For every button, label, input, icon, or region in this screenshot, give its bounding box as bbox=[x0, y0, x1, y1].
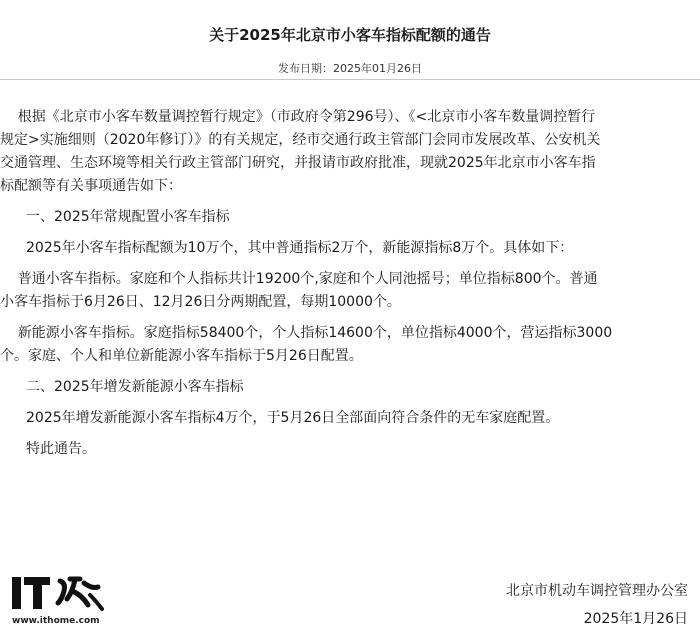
signature-date: 2025年1月26日 bbox=[583, 611, 688, 627]
paragraph-line: 新能源小客车指标。家庭指标58400个，个人指标14600个，单位指标4000个，营运指标3000 bbox=[0, 325, 613, 341]
notice-paragraph bbox=[0, 206, 700, 229]
ithome-watermark-logo bbox=[10, 573, 110, 633]
paragraph-line: 根据《北京市小客车数量调控暂行规定》（市政府令第296号）、《<北京市小客车数量调控暂行 bbox=[0, 109, 596, 125]
paragraph-line: 2025年小客车指标配额为10万个，其中普通指标2万个，新能源指标8万个。具体如下： bbox=[26, 240, 574, 256]
notice-title: 关于2025年北京市小客车指标配额的通告 bbox=[209, 26, 491, 44]
paragraph-line: 标配额等有关事项通告如下： bbox=[0, 178, 182, 194]
signature-organization: 北京市机动车调控管理办公室 bbox=[506, 583, 688, 599]
ithome-logo-icon bbox=[10, 573, 110, 615]
notice-paragraph bbox=[0, 322, 700, 368]
notice-paragraph bbox=[0, 268, 700, 314]
notice-paragraph bbox=[0, 376, 700, 399]
publish-date: 发布日期：2025年01月26日 bbox=[278, 62, 422, 75]
paragraph-line: 2025年增发新能源小客车指标4万个，于5月26日全部面向符合条件的无车家庭配置。 bbox=[26, 410, 560, 426]
ithome-url: www.ithome.com bbox=[12, 616, 100, 626]
notice-body bbox=[0, 106, 700, 469]
paragraph-line: 一、2025年常规配置小客车指标 bbox=[26, 209, 230, 225]
paragraph-line: 个。家庭、个人和单位新能源小客车指标于5月26日配置。 bbox=[0, 348, 363, 364]
notice-paragraph bbox=[0, 438, 700, 461]
title-divider bbox=[0, 79, 700, 80]
paragraph-line: 规定>实施细则（2020年修订）》的有关规定，经市交通行政主管部门会同市发展改革、公安机关 bbox=[0, 132, 601, 148]
notice-paragraph bbox=[0, 237, 700, 260]
paragraph-line: 普通小客车指标。家庭和个人指标共计19200个,家庭和个人同池摇号；单位指标800个。普通 bbox=[0, 271, 598, 287]
paragraph-line: 交通管理、生态环境等相关行政主管部门研究，并报请市政府批准，现就2025年北京市小客车指 bbox=[0, 155, 596, 171]
paragraph-line: 二、2025年增发新能源小客车指标 bbox=[26, 379, 244, 395]
notice-paragraph bbox=[0, 407, 700, 430]
paragraph-line: 特此通告。 bbox=[26, 441, 96, 457]
notice-paragraph bbox=[0, 106, 700, 198]
paragraph-line: 小客车指标于6月26日、12月26日分两期配置，每期10000个。 bbox=[0, 294, 401, 310]
